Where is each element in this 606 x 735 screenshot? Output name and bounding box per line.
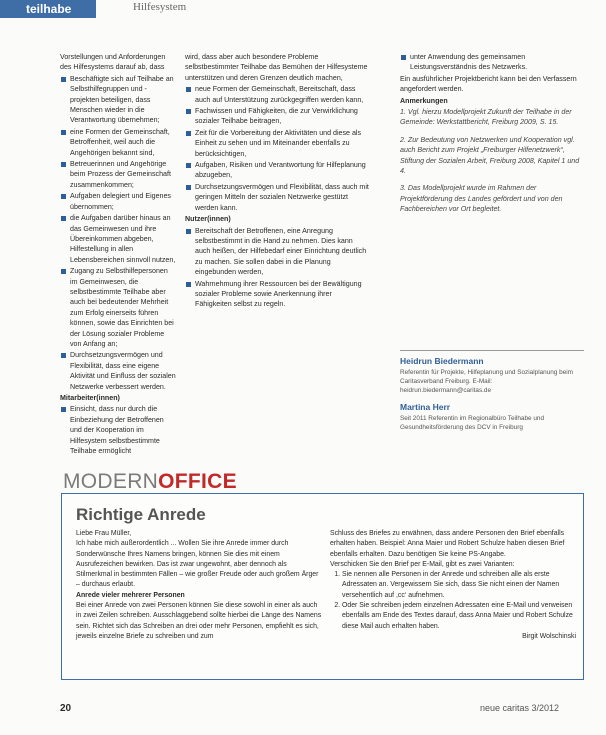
- box-list-item: 2. Oder Sie schreiben jedem einzelnen Adressaten eine E-Mail und verweisen ebenfalls am Ende des Textes darauf, dass Anna Maier und Robert Schulze diese Mail auch erhalten haben.: [342, 601, 576, 632]
- section-title: Hilfesystem: [133, 1, 187, 13]
- col1-bullet: Aufgaben delegiert und Eigenes übernommen;: [60, 191, 176, 212]
- col3-bullet: unter Anwendung des gemeinsamen Leistungsverständnis des Netzwerks.: [400, 52, 584, 73]
- author-divider: [400, 350, 584, 351]
- note-item: 3. Das Modellprojekt wurde im Rahmen der Projektförderung des Landes gefördert und von den Fachbereichen vor Ort begleitet.: [400, 184, 563, 214]
- col1-bullet: Beschäftigte sich auf Teilhabe an Selbsthilfegruppen und -projekten beteiligen, dass Menschen wieder in die Verantwortung übernehmen;: [60, 74, 176, 126]
- box-paragraph: Ich habe mich außerordentlich ... Wollen Sie ihre Anrede immer durch Sonderwünsche Ihres Namens bringen, können Sie dies mit einem Ausrufezeichen bewirken. Das ist zwar ungewohnt, aber dennoch als Stilmerkmal in bestimmten Fällen – wie großer Freude oder auch großem Ärger – durchaus erlaubt.: [76, 540, 319, 589]
- box-list: [330, 570, 576, 632]
- box-list-item: 1. Sie nennen alle Personen in der Anrede und schreiben alle als erste Adressaten an. Vergewissern Sie sich, dass Sie nicht einen der Namen versehentlich auf ,cc‘ aufnehmen.: [342, 570, 576, 601]
- col1-bullet: eine Formen der Gemeinschaft, Betroffenheit, weil auch die Angehörigen bekannt sind,: [60, 127, 176, 158]
- section-tab: teilhabe: [0, 0, 96, 18]
- note-item: 2. Zur Bedeutung von Netzwerken und Kooperation vgl. auch Bericht zum Projekt „Freiburger Hilfenetzwerk“, Stiftung der Sozialen Arbeit, Freiburg 2008, Kapitel 1 und 4.: [400, 135, 580, 176]
- author-name: Martina Herr: [400, 402, 451, 412]
- notes-heading: Anmerkungen: [400, 96, 448, 105]
- author-name: Heidrun Biedermann: [400, 356, 484, 366]
- column-2: [185, 52, 370, 311]
- box-column-right: [330, 529, 576, 642]
- col2-bullet: Bereitschaft der Betroffenen, eine Anregung selbstbestimmt in die Hand zu nehmen. Dies kann auch heißen, der Hilfebedarf einer Einrichtung deutlich zu machen. Sie sollen dabei in die Planung eingebunden werden,: [185, 226, 370, 278]
- box-paragraph: Schluss des Briefes zu erwähnen, dass andere Personen den Brief ebenfalls erhalten haben. Beispiel: Anna Maier und Robert Schulze haben diesen Brief ebenfalls erhalten. Dazu benötigen Sie keine PS-Angabe.: [330, 530, 565, 558]
- col1-bullet: die Aufgaben darüber hinaus an das Gemeinwesen und ihre Übereinkommen abgeben, Hilfestellung in allen Lebensbereichen sinnvoll nutzen,: [60, 213, 176, 265]
- box-title: Richtige Anrede: [76, 505, 206, 524]
- col1-bullet: Durchsetzungsvermögen und Flexibilität, dass eine eigene Aktivität und Einfluss der sozialen Netzwerke verbessert werden.: [60, 350, 176, 392]
- author-bio: Referentin für Projekte, Hilfeplanung und Sozialplanung beim Caritasverband Freiburg. E-Mail: heidrun.biedermann@caritas.de: [400, 369, 574, 394]
- box-subheading: Anrede vieler mehrerer Personen: [76, 591, 185, 599]
- author-block: [400, 354, 584, 433]
- column-1: [60, 52, 176, 457]
- col1-intro: Vorstellungen und Anforderungen des Hilfesystems darauf ab, dass: [60, 53, 166, 72]
- modernoffice-logo: MODERNOFFICE: [63, 470, 237, 493]
- notes-list: [400, 107, 584, 215]
- col2-bullet: Fachwissen und Fähigkeiten, die zur Verwirklichung sozialer Teilhabe beitragen,: [185, 106, 370, 127]
- col2-bullet: Aufgaben, Risiken und Verantwortung für Hilfeplanung abzugeben,: [185, 160, 370, 181]
- magazine-info: neue caritas 3/2012: [480, 703, 560, 713]
- author-bio: Seit 2011 Referentin im Regionalbüro Teilhabe und Gesundheitsförderung des DCV in Freiburg: [400, 415, 545, 431]
- col2-intro: wird, dass aber auch besondere Probleme selbstbestimmter Teilhabe das Bemühen der Hilfesysteme unterstützen und deren Grenzen deutlich machen,: [185, 53, 368, 82]
- box-paragraph: Verschicken Sie den Brief per E-Mail, gibt es zwei Varianten:: [330, 560, 515, 568]
- col1-bullet: Betreuerinnen und Angehörige beim Prozess der Gemeinschaft zusammenkommen;: [60, 159, 176, 190]
- col2-bullet: Durchsetzungsvermögen und Flexibilität, dass auch mit geringen Mitteln der sozialen Netzwerke gestützt werden kann.: [185, 182, 370, 213]
- page-number: 20: [60, 703, 72, 714]
- col2-subheading: Nutzer(innen): [185, 215, 231, 224]
- box-paragraph: Bei einer Anrede von zwei Personen können Sie diese sowohl in einer als auch in zwei Zeilen schreiben. Ausschlaggebend sollte hierbei die Länge des Namens sein. Richtet sich das Schreiben an drei oder mehr Personen, empfiehlt es sich, jeweils einzelne Briefe zu schreiben und zum: [76, 602, 322, 640]
- col2-bullet: neue Formen der Gemeinschaft, Bereitschaft, dass auch auf Unterstützung zurückgegriffen werden kann,: [185, 84, 370, 105]
- col2-bullet: Wahrnehmung ihrer Ressourcen bei der Bewältigung sozialer Probleme sowie Anerkennung ihrer Fähigkeiten selbst zu regeln.: [185, 279, 370, 310]
- col1-bullet: Einsicht, dass nur durch die Einbeziehung der Betroffenen und der Kooperation im Hilfesystem selbstbestimmte Teilhabe ermöglicht: [60, 404, 176, 456]
- box-column-left: [76, 529, 324, 642]
- col1-subheading: Mitarbeiter(innen): [60, 394, 120, 402]
- col1-bullet: Zugang zu Selbsthilfepersonen im Gemeinwesen, die selbstbestimmte Teilhabe aber auch bei bedeutender Mehrheit zum Erfolg einerseits führen können, sowie das Einrichten bei der Lösung sozialer Probleme von Anfang an;: [60, 266, 176, 349]
- box-signature: Birgit Wolschinski: [522, 632, 576, 640]
- box-salutation: Liebe Frau Müller,: [76, 530, 132, 537]
- column-3: [400, 52, 584, 222]
- col3-intro: Ein ausführlicher Projektbericht kann bei den Verfassern angefordert werden.: [400, 74, 577, 94]
- note-item: 1. Vgl. hierzu Modellprojekt Zukunft der Teilhabe in der Gemeinde: Werkstattbericht, Freiburg 2009, S. 15.: [400, 108, 572, 127]
- col2-bullet: Zeit für die Vorbereitung der Aktivitäten und diese als Einheit zu sehen und im Miteinander ebenfalls zu berücksichtigen,: [185, 128, 370, 159]
